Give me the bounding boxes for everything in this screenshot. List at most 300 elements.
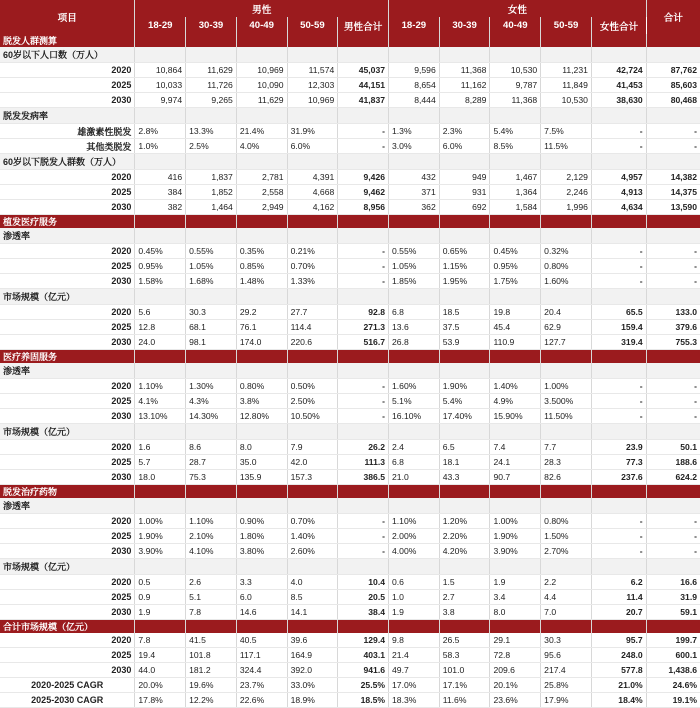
female-value-cell: 1.20%: [439, 514, 490, 529]
empty-cell: [389, 228, 440, 244]
total-value-cell: 87,762: [646, 63, 700, 78]
male-value-cell: 174.0: [236, 335, 287, 350]
empty-cell: [135, 154, 186, 170]
section-fill-cell: [541, 34, 592, 47]
female-value-cell: 10,530: [541, 93, 592, 108]
male-value-cell: 10,864: [135, 63, 186, 78]
empty-cell: [338, 154, 389, 170]
male-subtotal-cell: 92.8: [338, 305, 389, 320]
empty-cell: [135, 498, 186, 514]
table-row: [0, 379, 700, 394]
female-subtotal-cell: 77.3: [591, 455, 646, 470]
section-fill-cell: [135, 34, 186, 47]
empty-cell: [287, 559, 338, 575]
empty-cell: [646, 289, 700, 305]
female-value-cell: 3.4: [490, 590, 541, 605]
male-value-cell: 1.10%: [186, 514, 237, 529]
male-value-cell: 0.70%: [287, 259, 338, 274]
row-label: 2025-2030 CAGR: [0, 693, 135, 708]
empty-cell: [439, 108, 490, 124]
subsection-title: 市场规模（亿元）: [0, 289, 135, 305]
total-value-cell: 31.9: [646, 590, 700, 605]
section-title: 医疗养固服务: [0, 350, 135, 364]
section-fill-cell: [490, 350, 541, 364]
row-label: 2030: [0, 274, 135, 289]
section-fill-cell: [338, 215, 389, 229]
female-subtotal-cell: -: [591, 409, 646, 424]
empty-cell: [439, 47, 490, 63]
male-subtotal-cell: 18.5%: [338, 693, 389, 708]
male-value-cell: 416: [135, 170, 186, 185]
table-row: [0, 274, 700, 289]
total-value-cell: 13,590: [646, 200, 700, 215]
female-value-cell: 1.00%: [490, 514, 541, 529]
section-fill-cell: [338, 34, 389, 47]
row-label: 2020: [0, 440, 135, 455]
male-subtotal-cell: 941.6: [338, 663, 389, 678]
male-subtotal-cell: 111.3: [338, 455, 389, 470]
empty-cell: [490, 108, 541, 124]
empty-cell: [646, 108, 700, 124]
female-value-cell: 17.1%: [439, 678, 490, 693]
subsection-row: [0, 154, 700, 170]
male-value-cell: 10,969: [287, 93, 338, 108]
male-value-cell: 20.0%: [135, 678, 186, 693]
subsection-title: 60岁以下脱发人群数（万人）: [0, 154, 135, 170]
male-value-cell: 1,852: [186, 185, 237, 200]
male-value-cell: 6.0%: [287, 139, 338, 154]
female-value-cell: 19.8: [490, 305, 541, 320]
male-value-cell: 24.0: [135, 335, 186, 350]
table-row: [0, 678, 700, 693]
empty-cell: [646, 154, 700, 170]
empty-cell: [338, 498, 389, 514]
female-subtotal-cell: -: [591, 274, 646, 289]
empty-cell: [186, 498, 237, 514]
female-value-cell: 2,246: [541, 185, 592, 200]
female-subtotal-cell: 237.6: [591, 470, 646, 485]
header-female-age: 30-39: [439, 17, 490, 34]
female-value-cell: 1,996: [541, 200, 592, 215]
female-value-cell: 0.32%: [541, 244, 592, 259]
female-value-cell: 3.500%: [541, 394, 592, 409]
female-subtotal-cell: -: [591, 544, 646, 559]
female-value-cell: 11,368: [490, 93, 541, 108]
male-value-cell: 31.9%: [287, 124, 338, 139]
empty-cell: [541, 363, 592, 379]
female-value-cell: 95.6: [541, 648, 592, 663]
empty-cell: [287, 289, 338, 305]
female-value-cell: 0.80%: [541, 514, 592, 529]
female-value-cell: 8.0: [490, 605, 541, 620]
empty-cell: [186, 108, 237, 124]
total-value-cell: -: [646, 259, 700, 274]
female-value-cell: 2.7: [439, 590, 490, 605]
male-value-cell: 10,090: [236, 78, 287, 93]
male-value-cell: 42.0: [287, 455, 338, 470]
empty-cell: [439, 228, 490, 244]
female-value-cell: 1.60%: [389, 379, 440, 394]
male-value-cell: 8.0: [236, 440, 287, 455]
male-value-cell: 164.9: [287, 648, 338, 663]
section-fill-cell: [490, 620, 541, 634]
total-value-cell: 600.1: [646, 648, 700, 663]
male-value-cell: 5.6: [135, 305, 186, 320]
male-value-cell: 3.3: [236, 575, 287, 590]
male-subtotal-cell: 516.7: [338, 335, 389, 350]
section-fill-cell: [135, 350, 186, 364]
total-value-cell: -: [646, 529, 700, 544]
male-value-cell: 9,974: [135, 93, 186, 108]
empty-cell: [135, 108, 186, 124]
subsection-title: 市场规模（亿元）: [0, 559, 135, 575]
male-value-cell: 44.0: [135, 663, 186, 678]
male-value-cell: 28.7: [186, 455, 237, 470]
subsection-row: [0, 424, 700, 440]
female-value-cell: 3.8: [439, 605, 490, 620]
total-value-cell: -: [646, 124, 700, 139]
female-value-cell: 371: [389, 185, 440, 200]
total-value-cell: 199.7: [646, 633, 700, 648]
female-value-cell: 127.7: [541, 335, 592, 350]
female-subtotal-cell: 41,453: [591, 78, 646, 93]
empty-cell: [591, 228, 646, 244]
male-value-cell: 12.80%: [236, 409, 287, 424]
empty-cell: [135, 228, 186, 244]
section-fill-cell: [287, 34, 338, 47]
male-subtotal-cell: -: [338, 529, 389, 544]
male-value-cell: 22.6%: [236, 693, 287, 708]
male-value-cell: 1.33%: [287, 274, 338, 289]
empty-cell: [287, 154, 338, 170]
female-value-cell: 3.0%: [389, 139, 440, 154]
male-value-cell: 1.68%: [186, 274, 237, 289]
header-total: 合计: [646, 0, 700, 34]
row-label: 2025: [0, 455, 135, 470]
section-fill-cell: [135, 215, 186, 229]
table-row: [0, 514, 700, 529]
section-fill-cell: [135, 620, 186, 634]
female-subtotal-cell: 4,634: [591, 200, 646, 215]
empty-cell: [186, 363, 237, 379]
female-value-cell: 7.0: [541, 605, 592, 620]
male-value-cell: 39.6: [287, 633, 338, 648]
female-value-cell: 72.8: [490, 648, 541, 663]
male-subtotal-cell: -: [338, 139, 389, 154]
empty-cell: [135, 363, 186, 379]
empty-cell: [591, 154, 646, 170]
section-fill-cell: [439, 215, 490, 229]
male-subtotal-cell: -: [338, 259, 389, 274]
table-row: [0, 440, 700, 455]
section-fill-cell: [541, 620, 592, 634]
total-value-cell: 16.6: [646, 575, 700, 590]
empty-cell: [541, 289, 592, 305]
empty-cell: [236, 498, 287, 514]
female-value-cell: 62.9: [541, 320, 592, 335]
section-fill-cell: [541, 350, 592, 364]
male-value-cell: 12.8: [135, 320, 186, 335]
section-fill-cell: [591, 34, 646, 47]
section-fill-cell: [439, 620, 490, 634]
female-subtotal-cell: -: [591, 139, 646, 154]
row-label: 2020: [0, 305, 135, 320]
male-subtotal-cell: -: [338, 244, 389, 259]
table-row: [0, 200, 700, 215]
male-value-cell: 12,303: [287, 78, 338, 93]
male-value-cell: 2,949: [236, 200, 287, 215]
empty-cell: [236, 424, 287, 440]
female-value-cell: 24.1: [490, 455, 541, 470]
total-value-cell: 50.1: [646, 440, 700, 455]
female-value-cell: 37.5: [439, 320, 490, 335]
empty-cell: [490, 363, 541, 379]
female-value-cell: 58.3: [439, 648, 490, 663]
empty-cell: [236, 363, 287, 379]
empty-cell: [646, 363, 700, 379]
male-value-cell: 8.5: [287, 590, 338, 605]
male-value-cell: 1.9: [135, 605, 186, 620]
female-value-cell: 30.3: [541, 633, 592, 648]
section-fill-cell: [541, 485, 592, 499]
male-subtotal-cell: -: [338, 514, 389, 529]
male-value-cell: 9,265: [186, 93, 237, 108]
male-subtotal-cell: 386.5: [338, 470, 389, 485]
empty-cell: [389, 47, 440, 63]
male-value-cell: 117.1: [236, 648, 287, 663]
male-value-cell: 324.4: [236, 663, 287, 678]
section-fill-cell: [389, 215, 440, 229]
male-value-cell: 17.8%: [135, 693, 186, 708]
female-value-cell: 7.5%: [541, 124, 592, 139]
total-value-cell: 59.1: [646, 605, 700, 620]
row-label: 2025: [0, 394, 135, 409]
row-label: 2025: [0, 320, 135, 335]
male-value-cell: 11,629: [186, 63, 237, 78]
table-row: [0, 170, 700, 185]
row-label: 2030: [0, 409, 135, 424]
female-value-cell: 11,849: [541, 78, 592, 93]
header-male-age: 30-39: [186, 17, 237, 34]
female-value-cell: 2,129: [541, 170, 592, 185]
empty-cell: [439, 363, 490, 379]
empty-cell: [541, 108, 592, 124]
male-value-cell: 1.30%: [186, 379, 237, 394]
empty-cell: [389, 289, 440, 305]
total-value-cell: -: [646, 274, 700, 289]
empty-cell: [338, 47, 389, 63]
male-value-cell: 41.5: [186, 633, 237, 648]
table-row: [0, 394, 700, 409]
empty-cell: [591, 363, 646, 379]
male-value-cell: 114.4: [287, 320, 338, 335]
section-fill-cell: [490, 34, 541, 47]
empty-cell: [439, 559, 490, 575]
male-value-cell: 11,629: [236, 93, 287, 108]
female-value-cell: 5.1%: [389, 394, 440, 409]
empty-cell: [186, 289, 237, 305]
male-value-cell: 10.50%: [287, 409, 338, 424]
female-value-cell: 0.95%: [490, 259, 541, 274]
table-row: [0, 78, 700, 93]
male-value-cell: 1,837: [186, 170, 237, 185]
female-value-cell: 1.10%: [389, 514, 440, 529]
total-value-cell: -: [646, 139, 700, 154]
empty-cell: [490, 154, 541, 170]
row-label: 2020: [0, 514, 135, 529]
female-value-cell: 26.5: [439, 633, 490, 648]
male-value-cell: 7.8: [186, 605, 237, 620]
table-row: [0, 244, 700, 259]
section-title: 合计市场规模（亿元）: [0, 620, 135, 634]
male-value-cell: 2,558: [236, 185, 287, 200]
subsection-title: 脱发发病率: [0, 108, 135, 124]
male-value-cell: 1.10%: [135, 379, 186, 394]
empty-cell: [338, 289, 389, 305]
male-value-cell: 135.9: [236, 470, 287, 485]
section-header-row: [0, 485, 700, 499]
empty-cell: [389, 154, 440, 170]
section-title: 脱发人群测算: [0, 34, 135, 47]
male-value-cell: 12.2%: [186, 693, 237, 708]
female-subtotal-cell: -: [591, 529, 646, 544]
female-value-cell: 1.5: [439, 575, 490, 590]
table-row: [0, 590, 700, 605]
empty-cell: [338, 228, 389, 244]
row-label: 雄激素性脱发: [0, 124, 135, 139]
empty-cell: [186, 154, 237, 170]
female-value-cell: 7.4: [490, 440, 541, 455]
empty-cell: [287, 424, 338, 440]
male-value-cell: 1.48%: [236, 274, 287, 289]
row-label: 2020: [0, 244, 135, 259]
table-row: [0, 185, 700, 200]
female-value-cell: 1.00%: [541, 379, 592, 394]
female-value-cell: 5.4%: [439, 394, 490, 409]
empty-cell: [236, 47, 287, 63]
female-value-cell: 26.8: [389, 335, 440, 350]
female-value-cell: 4.00%: [389, 544, 440, 559]
subsection-title: 60岁以下人口数（万人）: [0, 47, 135, 63]
male-subtotal-cell: 129.4: [338, 633, 389, 648]
female-subtotal-cell: 42,724: [591, 63, 646, 78]
empty-cell: [439, 154, 490, 170]
table-row: [0, 633, 700, 648]
male-value-cell: 75.3: [186, 470, 237, 485]
table-row: [0, 124, 700, 139]
female-subtotal-cell: 20.7: [591, 605, 646, 620]
female-value-cell: 17.40%: [439, 409, 490, 424]
table-row: [0, 544, 700, 559]
female-subtotal-cell: -: [591, 244, 646, 259]
female-value-cell: 8,444: [389, 93, 440, 108]
header-male-age: 18-29: [135, 17, 186, 34]
female-value-cell: 43.3: [439, 470, 490, 485]
female-value-cell: 53.9: [439, 335, 490, 350]
female-value-cell: 1,467: [490, 170, 541, 185]
section-header-row: [0, 34, 700, 47]
female-value-cell: 4.4: [541, 590, 592, 605]
female-value-cell: 9,596: [389, 63, 440, 78]
subsection-row: [0, 289, 700, 305]
female-value-cell: 11.50%: [541, 409, 592, 424]
empty-cell: [287, 47, 338, 63]
male-value-cell: 101.8: [186, 648, 237, 663]
male-value-cell: 33.0%: [287, 678, 338, 693]
male-value-cell: 35.0: [236, 455, 287, 470]
total-value-cell: 133.0: [646, 305, 700, 320]
female-value-cell: 3.90%: [490, 544, 541, 559]
female-value-cell: 1.40%: [490, 379, 541, 394]
subsection-title: 渗透率: [0, 363, 135, 379]
male-value-cell: 3.80%: [236, 544, 287, 559]
female-value-cell: 8,654: [389, 78, 440, 93]
section-fill-cell: [186, 485, 237, 499]
row-label: 2025: [0, 185, 135, 200]
subsection-row: [0, 47, 700, 63]
male-value-cell: 14.1: [287, 605, 338, 620]
female-value-cell: 10,530: [490, 63, 541, 78]
male-value-cell: 27.7: [287, 305, 338, 320]
male-value-cell: 4,668: [287, 185, 338, 200]
female-value-cell: 11,368: [439, 63, 490, 78]
male-value-cell: 4,162: [287, 200, 338, 215]
empty-cell: [490, 228, 541, 244]
male-subtotal-cell: 44,151: [338, 78, 389, 93]
empty-cell: [186, 559, 237, 575]
female-value-cell: 90.7: [490, 470, 541, 485]
subsection-row: [0, 108, 700, 124]
empty-cell: [591, 498, 646, 514]
total-value-cell: -: [646, 514, 700, 529]
female-subtotal-cell: 248.0: [591, 648, 646, 663]
row-label: 2020: [0, 63, 135, 78]
male-subtotal-cell: -: [338, 274, 389, 289]
female-value-cell: 16.10%: [389, 409, 440, 424]
empty-cell: [646, 47, 700, 63]
male-value-cell: 1.05%: [186, 259, 237, 274]
row-label: 2030: [0, 93, 135, 108]
female-value-cell: 1.3%: [389, 124, 440, 139]
female-value-cell: 28.3: [541, 455, 592, 470]
male-value-cell: 5.1: [186, 590, 237, 605]
male-value-cell: 1.90%: [135, 529, 186, 544]
female-value-cell: 1.85%: [389, 274, 440, 289]
row-label: 2020: [0, 575, 135, 590]
male-value-cell: 392.0: [287, 663, 338, 678]
female-value-cell: 6.0%: [439, 139, 490, 154]
male-value-cell: 10,969: [236, 63, 287, 78]
total-value-cell: 1,438.6: [646, 663, 700, 678]
empty-cell: [287, 498, 338, 514]
total-value-cell: 755.3: [646, 335, 700, 350]
male-value-cell: 0.90%: [236, 514, 287, 529]
male-value-cell: 0.95%: [135, 259, 186, 274]
male-value-cell: 4.1%: [135, 394, 186, 409]
empty-cell: [490, 424, 541, 440]
section-fill-cell: [439, 34, 490, 47]
female-value-cell: 21.0: [389, 470, 440, 485]
male-subtotal-cell: 9,462: [338, 185, 389, 200]
section-fill-cell: [236, 34, 287, 47]
total-value-cell: 188.6: [646, 455, 700, 470]
male-subtotal-cell: 403.1: [338, 648, 389, 663]
empty-cell: [389, 363, 440, 379]
empty-cell: [591, 559, 646, 575]
female-value-cell: 7.7: [541, 440, 592, 455]
female-value-cell: 2.4: [389, 440, 440, 455]
male-value-cell: 8.6: [186, 440, 237, 455]
